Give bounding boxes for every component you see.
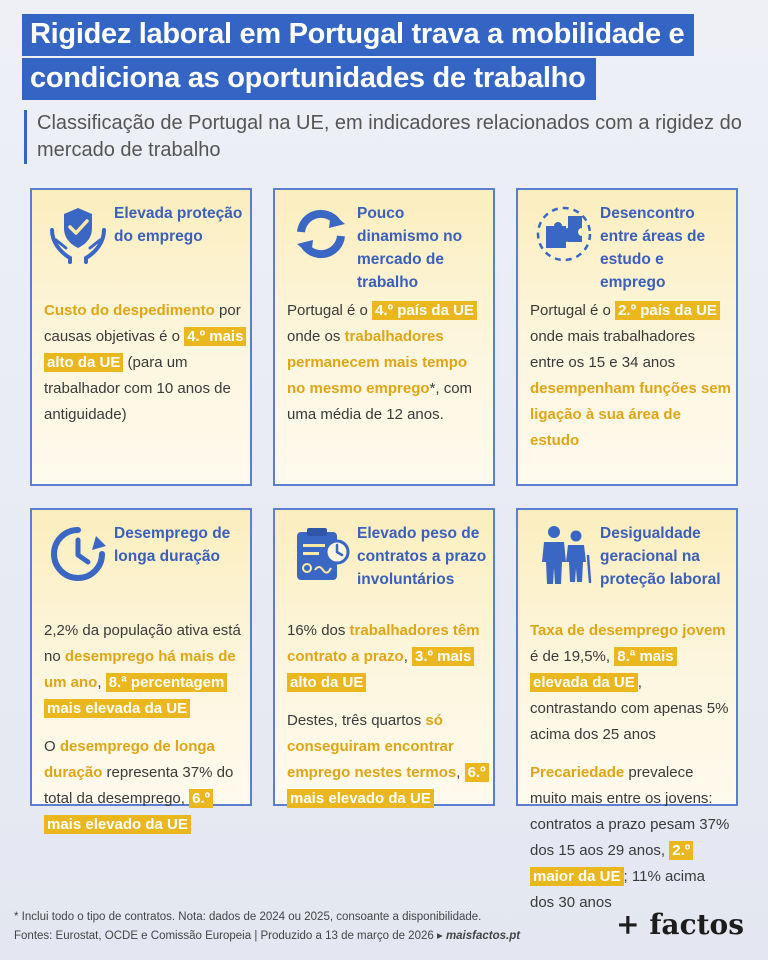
rank-badge: 4.º país da UE bbox=[372, 301, 477, 320]
puzzle-pieces-icon bbox=[532, 202, 596, 266]
highlight-text: Custo do despedimento bbox=[44, 302, 215, 319]
body-text: , contrastando com apenas 5% acima dos 25 anos bbox=[530, 674, 729, 743]
body-text: , bbox=[456, 764, 465, 781]
body-text: é de 19,5%, bbox=[530, 648, 615, 665]
card-fixed-term-contracts bbox=[273, 508, 495, 806]
highlight-text: desemprego há mais de um ano bbox=[44, 648, 236, 691]
title-line-1: Rigidez laboral em Portugal trava a mobilidade e bbox=[22, 14, 694, 56]
highlight-text: trabalhadores permanecem mais tempo no mesmo emprego bbox=[287, 328, 468, 397]
brand-logo: + factos bbox=[616, 908, 744, 941]
body-text: Portugal é o bbox=[530, 302, 616, 319]
body-text: 2,2% da população ativa está no bbox=[44, 622, 241, 665]
card-title: Elevado peso de contratos a prazo involuntários bbox=[357, 525, 487, 588]
body-text: representa 37% do total da desemprego, bbox=[44, 764, 234, 807]
body-text: Portugal é o bbox=[287, 302, 373, 319]
rank-badge: 6.º mais elevado da UE bbox=[44, 789, 213, 834]
body-text: 16% dos bbox=[287, 622, 350, 639]
card-paragraph bbox=[44, 618, 246, 722]
clock-arrow-icon bbox=[46, 522, 110, 586]
highlight-text: desempenham funções sem ligação à sua área de estudo bbox=[530, 380, 731, 449]
card-paragraph bbox=[530, 760, 732, 916]
page-title bbox=[22, 14, 742, 102]
contract-clipboard-icon bbox=[289, 522, 353, 586]
highlight-text: Taxa de desemprego jovem bbox=[530, 622, 726, 639]
body-text: prevalece muito mais entre os jovens: contratos a prazo pesam 37% dos 15 aos 29 anos, bbox=[530, 764, 730, 859]
site-link[interactable]: maisfactos.pt bbox=[445, 930, 521, 942]
highlight-text: trabalhadores têm contrato a prazo bbox=[287, 622, 480, 665]
sources-line bbox=[14, 927, 614, 946]
card-body bbox=[287, 618, 489, 824]
sources-text: Fontes: Eurostat, OCDE e Comissão Europeia | Produzido a 13 de março de 2026 ▸ bbox=[14, 930, 446, 942]
highlight-text: desemprego de longa duração bbox=[44, 738, 215, 781]
body-text: , bbox=[97, 674, 106, 691]
title-line-2: condiciona as oportunidades de trabalho bbox=[22, 58, 596, 100]
footer bbox=[14, 908, 614, 946]
body-text: (para um trabalhador com 10 anos de antiguidade) bbox=[44, 354, 231, 423]
body-text: ; 11% acima dos 30 anos bbox=[530, 868, 705, 911]
rank-badge: 2.º maior da UE bbox=[530, 841, 693, 886]
rank-badge: 4.º mais alto da UE bbox=[44, 327, 246, 372]
card-paragraph bbox=[287, 708, 489, 812]
card-study-job-mismatch bbox=[516, 188, 738, 486]
rank-badge: 3.º mais alto da UE bbox=[287, 647, 474, 692]
card-paragraph bbox=[287, 298, 489, 428]
subtitle: Classificação de Portugal na UE, em indicadores relacionados com a rigidez do mercado de trabalho bbox=[24, 110, 747, 164]
body-text: *, com uma média de 12 anos. bbox=[287, 380, 473, 423]
refresh-arrows-icon bbox=[289, 202, 353, 266]
young-old-people-icon bbox=[532, 522, 596, 586]
card-employment-protection bbox=[30, 188, 252, 486]
card-title: Elevada proteção do emprego bbox=[114, 205, 243, 245]
card-market-dynamism bbox=[273, 188, 495, 486]
card-generational-inequality bbox=[516, 508, 738, 911]
card-paragraph bbox=[44, 298, 246, 428]
card-long-term-unemployment bbox=[30, 508, 252, 833]
shield-hands-icon bbox=[46, 202, 110, 266]
card-body bbox=[530, 298, 732, 466]
footnote: * Inclui todo o tipo de contratos. Nota: dados de 2024 ou 2025, consoante a disponibilidade. bbox=[14, 911, 482, 923]
body-text: por causas objetivas é o bbox=[44, 302, 241, 345]
card-body bbox=[44, 618, 246, 850]
rank-badge: 2.º país da UE bbox=[615, 301, 720, 320]
body-text: Destes, três quartos bbox=[287, 712, 426, 729]
rank-badge: 6.º mais elevado da UE bbox=[287, 763, 489, 808]
rank-badge: 8.ª percentagem mais elevada da UE bbox=[44, 673, 227, 718]
card-paragraph bbox=[530, 298, 732, 454]
body-text: , bbox=[403, 648, 413, 665]
body-text: onde os bbox=[287, 328, 345, 345]
card-paragraph bbox=[287, 618, 489, 696]
card-title: Desencontro entre áreas de estudo e emprego bbox=[600, 205, 706, 291]
highlight-text: Precariedade bbox=[530, 764, 625, 781]
body-text: O bbox=[44, 738, 60, 755]
card-title: Desigualdade geracional na proteção laboral bbox=[600, 525, 721, 588]
card-body bbox=[44, 298, 246, 440]
rank-badge: 8.ª mais elevada da UE bbox=[530, 647, 677, 692]
card-body bbox=[287, 298, 489, 440]
card-body bbox=[530, 618, 732, 928]
body-text: onde mais trabalhadores entre os 15 e 34 anos bbox=[530, 328, 696, 371]
card-paragraph bbox=[530, 618, 732, 748]
highlight-text: só conseguiram encontrar emprego nestes termos bbox=[287, 712, 457, 781]
card-title: Pouco dinamismo no mercado de trabalho bbox=[357, 205, 463, 291]
card-paragraph bbox=[44, 734, 246, 838]
card-title: Desemprego de longa duração bbox=[114, 525, 231, 565]
